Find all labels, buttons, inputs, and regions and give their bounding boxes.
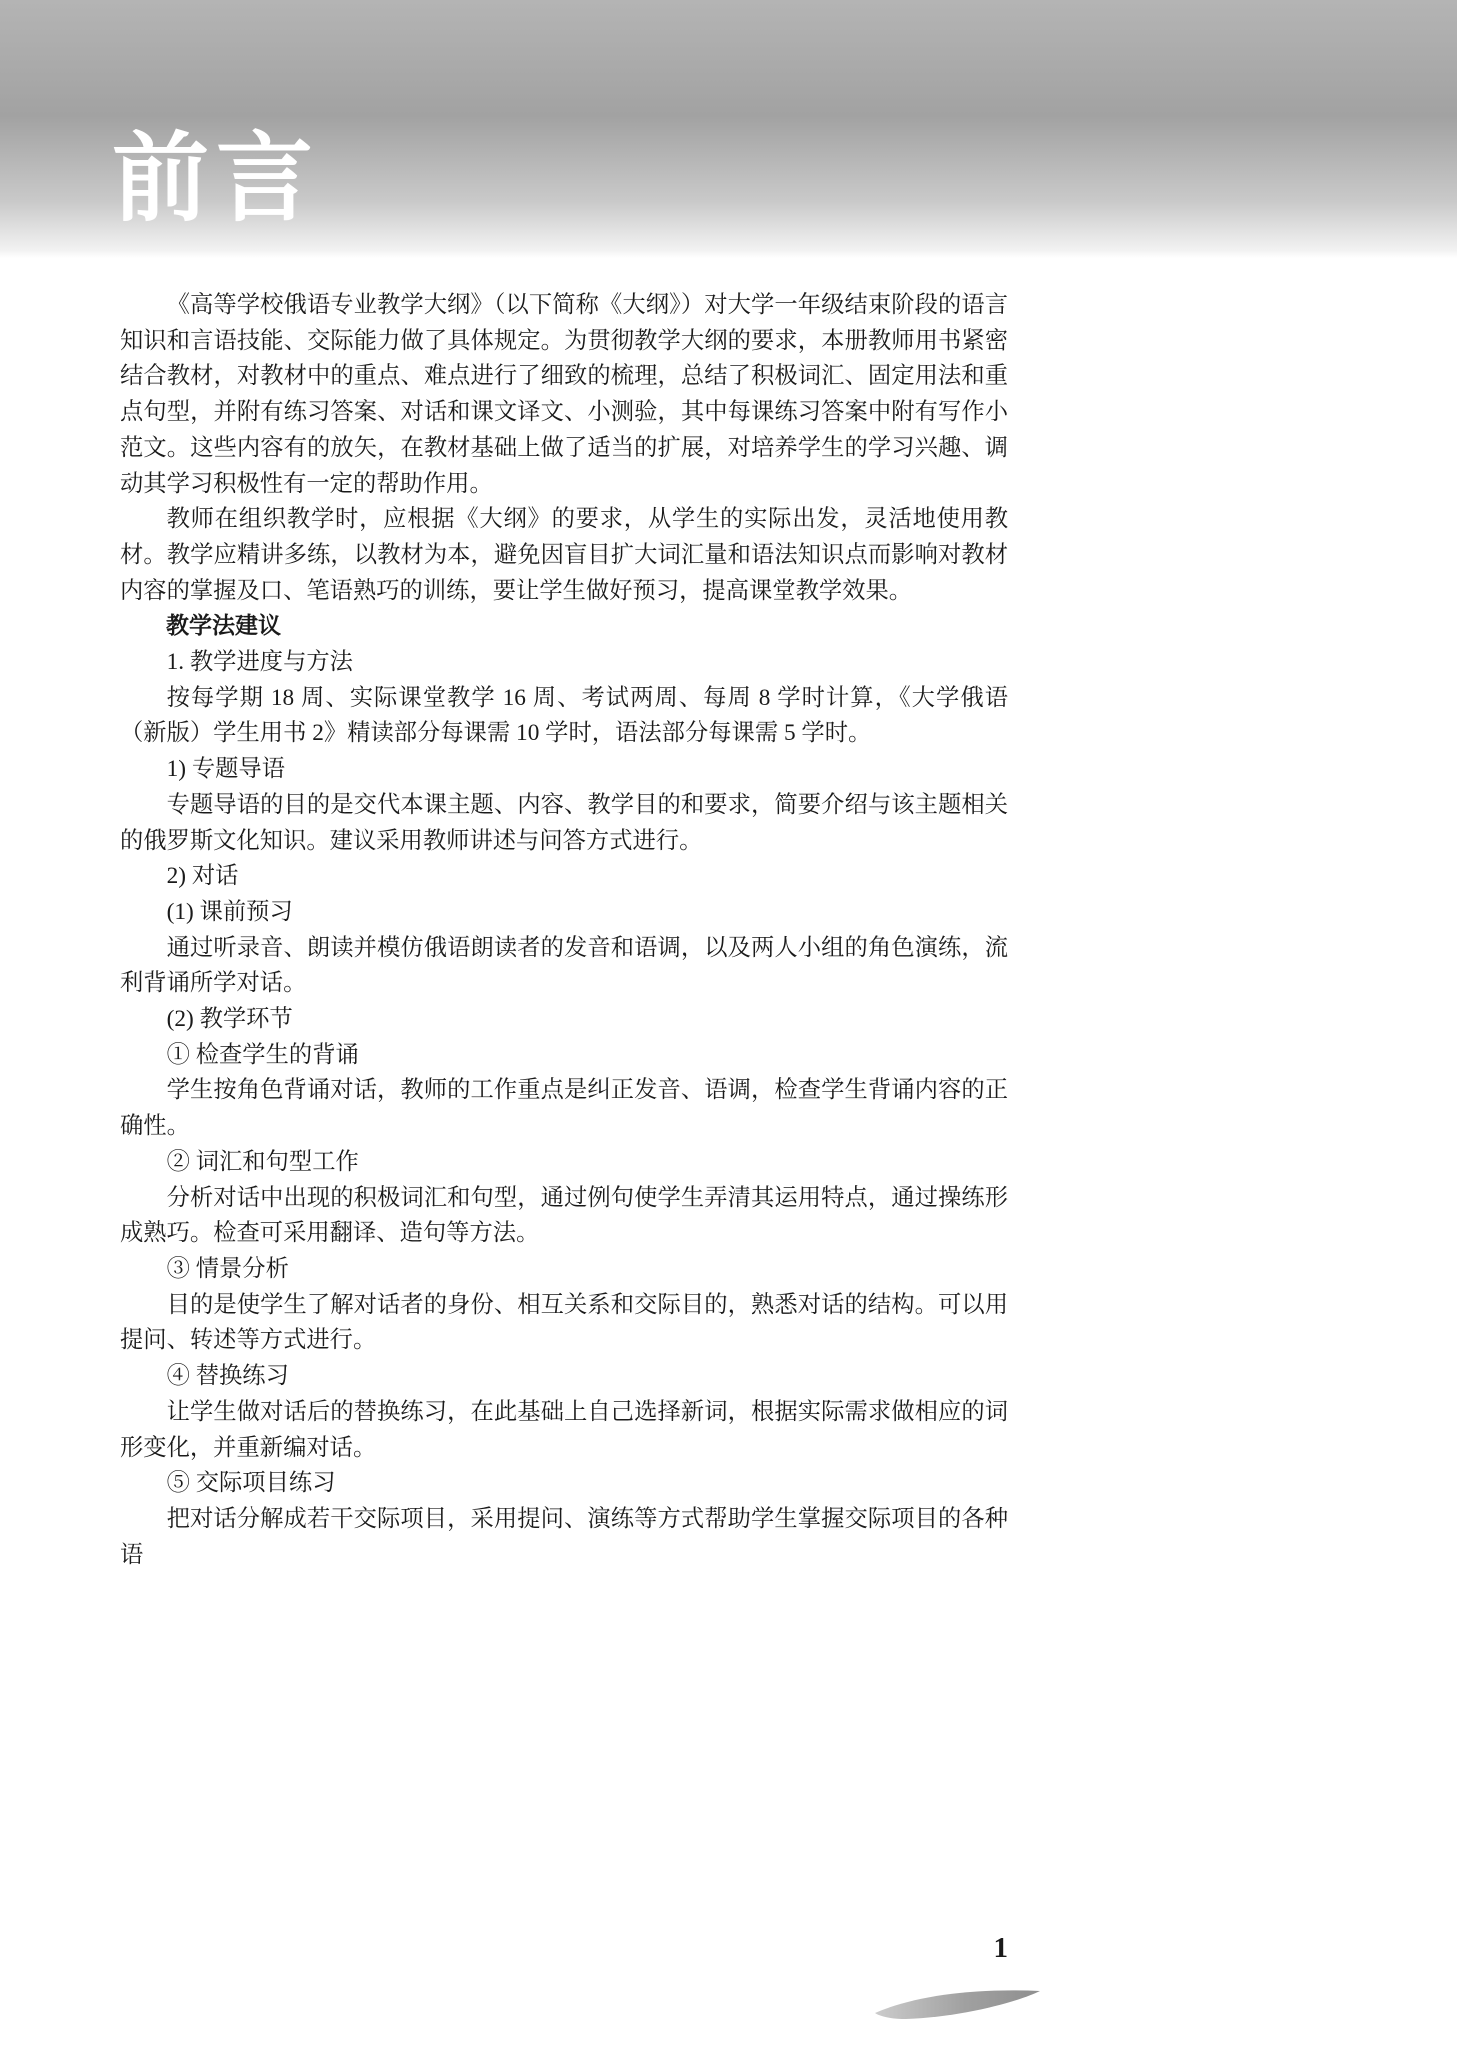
- paragraph: (1) 课前预习: [166, 898, 293, 925]
- paragraph: 目的是使学生了解对话者的身份、相互关系和交际目的，熟悉对话的结构。可以用提问、转述等方式进行。: [120, 1291, 1008, 1354]
- paragraph: 教师在组织教学时，应根据《大纲》的要求，从学生的实际出发，灵活地使用教材。教学应精讲多练，以教材为本，避免因盲目扩大词汇量和语法知识点而影响对教材内容的掌握及口、笔语熟巧的训练，要让学生做好预习，提高课堂教学效果。: [120, 506, 1008, 604]
- paragraph: 按每学期 18 周、实际课堂教学 16 周、考试两周、每周 8 学时计算，《大学俄语（新版）学生用书 2》精读部分每课需 10 学时，语法部分每课需 5 学时。: [120, 684, 1008, 747]
- paragraph: 2) 对话: [166, 863, 239, 890]
- paragraph: ④ 替换练习: [166, 1363, 289, 1390]
- page-header-banner: [0, 0, 1457, 258]
- paragraph: (2) 教学环节: [166, 1006, 293, 1033]
- paragraph: 让学生做对话后的替换练习，在此基础上自己选择新词，根据实际需求做相应的词形变化，并重新编对话。: [120, 1398, 1008, 1461]
- paragraph: 《高等学校俄语专业教学大纲》（以下简称《大纲》）对大学一年级结束阶段的语言知识和言语技能、交际能力做了具体规定。为贯彻教学大纲的要求，本册教师用书紧密结合教材，对教材中的重点、难点进行了细致的梳理，总结了积极词汇、固定用法和重点句型，并附有练习答案、对话和课文译文、小测验，其中每课练习答案中附有写作小范文。这些内容有的放矢，在教材基础上做了适当的扩展，对培养学生的学习兴趣、调动其学习积极性有一定的帮助作用。: [120, 292, 1008, 497]
- paragraph: 通过听录音、朗读并模仿俄语朗读者的发音和语调，以及两人小组的角色演练，流利背诵所学对话。: [120, 934, 1008, 997]
- section-heading: 教学法建议: [166, 613, 281, 640]
- paragraph: 学生按角色背诵对话，教师的工作重点是纠正发音、语调，检查学生背诵内容的正确性。: [120, 1077, 1008, 1140]
- paragraph: 分析对话中出现的积极词汇和句型，通过例句使学生弄清其运用特点，通过操练形成熟巧。检查可采用翻译、造句等方法。: [120, 1184, 1008, 1247]
- paragraph: 专题导语的目的是交代本课主题、内容、教学目的和要求，简要介绍与该主题相关的俄罗斯文化知识。建议采用教师讲述与问答方式进行。: [120, 791, 1008, 854]
- paragraph: 把对话分解成若干交际项目，采用提问、演练等方式帮助学生掌握交际项目的各种语: [120, 1505, 1008, 1568]
- paragraph: ⑤ 交际项目练习: [166, 1470, 336, 1497]
- paragraph: 1. 教学进度与方法: [166, 649, 353, 676]
- paragraph: ② 词汇和句型工作: [166, 1148, 359, 1175]
- paragraph: 1) 专题导语: [166, 756, 286, 783]
- paragraph: ① 检查学生的背诵: [166, 1041, 359, 1068]
- paragraph: ③ 情景分析: [166, 1255, 289, 1282]
- page-title: 前言: [112, 122, 320, 235]
- swoosh-icon: [872, 1986, 1044, 2024]
- body-text: [120, 288, 1008, 1573]
- page-number: 1: [993, 1932, 1008, 1964]
